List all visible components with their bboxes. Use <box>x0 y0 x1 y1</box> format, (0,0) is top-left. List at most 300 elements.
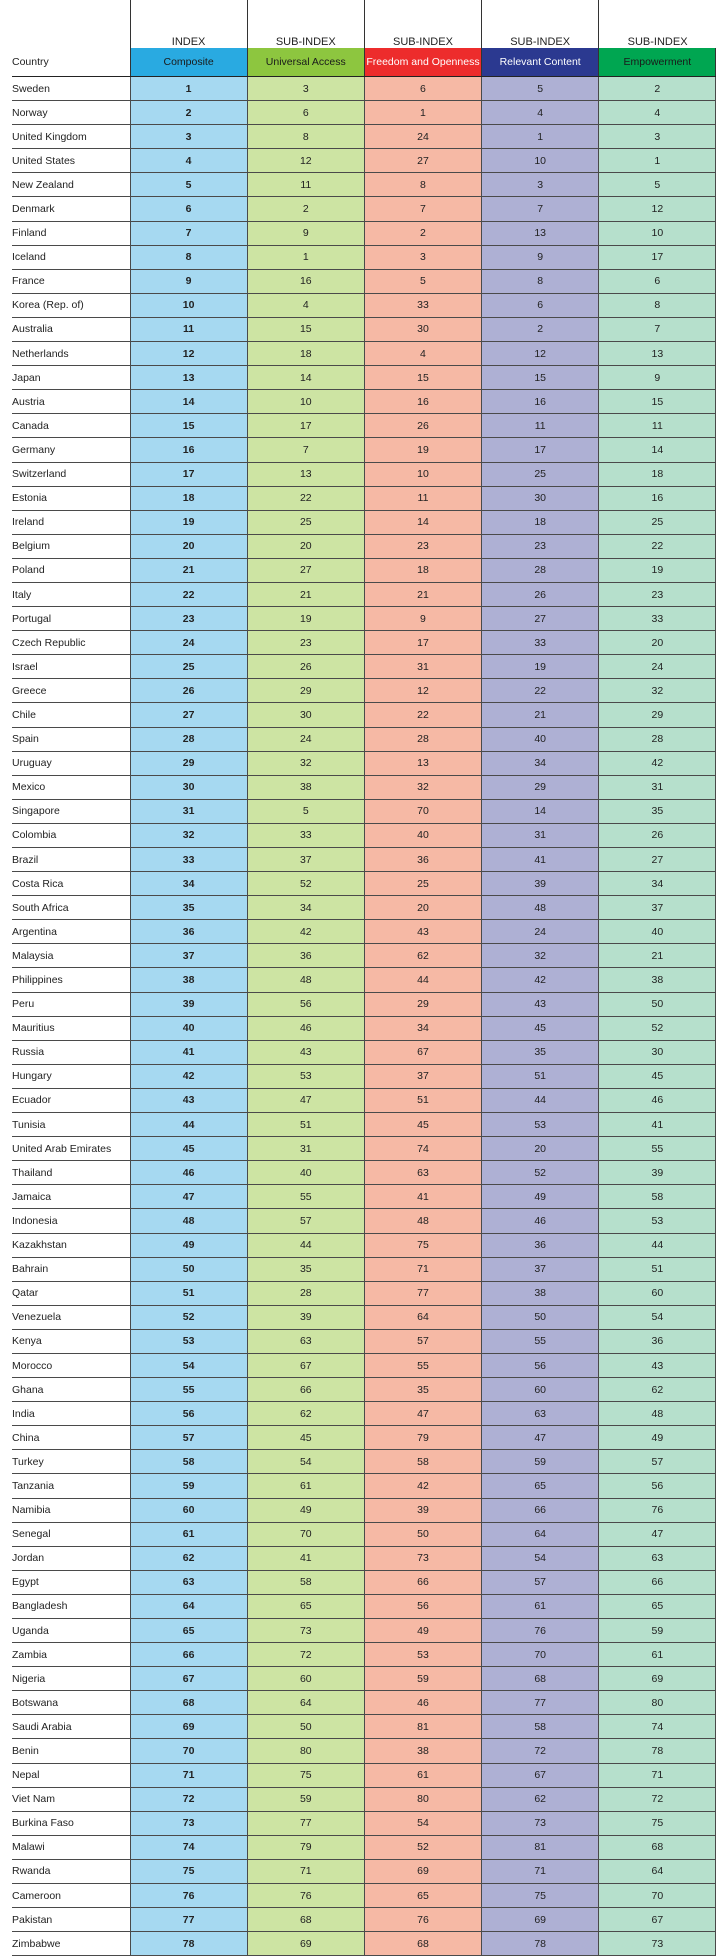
value-cell-relevant-content: 37 <box>482 1257 599 1281</box>
value-cell-universal-access: 30 <box>247 703 364 727</box>
table-row <box>12 1329 716 1353</box>
value-cell-freedom-and-openness: 79 <box>364 1426 481 1450</box>
table-row <box>12 1811 716 1835</box>
table-row <box>12 1619 716 1643</box>
table-row <box>12 655 716 679</box>
value-cell-relevant-content: 69 <box>482 1908 599 1932</box>
table-row <box>12 1570 716 1594</box>
value-cell-relevant-content: 25 <box>482 462 599 486</box>
value-cell-freedom-and-openness: 47 <box>364 1402 481 1426</box>
table-row <box>12 896 716 920</box>
value-cell-empowerment: 70 <box>599 1884 716 1908</box>
value-cell-composite: 36 <box>130 920 247 944</box>
value-cell-universal-access: 6 <box>247 101 364 125</box>
column-kind-composite: INDEX <box>130 0 247 48</box>
value-cell-empowerment: 21 <box>599 944 716 968</box>
value-cell-universal-access: 70 <box>247 1522 364 1546</box>
value-cell-universal-access: 64 <box>247 1691 364 1715</box>
value-cell-freedom-and-openness: 76 <box>364 1908 481 1932</box>
value-cell-freedom-and-openness: 41 <box>364 1185 481 1209</box>
value-cell-relevant-content: 73 <box>482 1811 599 1835</box>
country-cell: India <box>12 1402 130 1426</box>
table-row <box>12 1932 716 1956</box>
value-cell-empowerment: 80 <box>599 1691 716 1715</box>
value-cell-composite: 49 <box>130 1233 247 1257</box>
value-cell-universal-access: 53 <box>247 1064 364 1088</box>
value-cell-relevant-content: 33 <box>482 631 599 655</box>
column-kind-universal-access: SUB-INDEX <box>247 0 364 48</box>
table-row <box>12 1835 716 1859</box>
table-row <box>12 1402 716 1426</box>
value-cell-relevant-content: 30 <box>482 486 599 510</box>
value-cell-composite: 3 <box>130 125 247 149</box>
value-cell-empowerment: 71 <box>599 1763 716 1787</box>
value-cell-empowerment: 14 <box>599 438 716 462</box>
value-cell-empowerment: 31 <box>599 775 716 799</box>
value-cell-empowerment: 40 <box>599 920 716 944</box>
value-cell-composite: 19 <box>130 510 247 534</box>
value-cell-composite: 66 <box>130 1643 247 1667</box>
column-name-row <box>12 48 716 77</box>
value-cell-universal-access: 35 <box>247 1257 364 1281</box>
value-cell-composite: 26 <box>130 679 247 703</box>
column-kind-row <box>12 0 716 48</box>
value-cell-composite: 27 <box>130 703 247 727</box>
country-cell: Zambia <box>12 1643 130 1667</box>
value-cell-freedom-and-openness: 67 <box>364 1040 481 1064</box>
value-cell-composite: 45 <box>130 1137 247 1161</box>
value-cell-universal-access: 7 <box>247 438 364 462</box>
value-cell-relevant-content: 20 <box>482 1137 599 1161</box>
value-cell-relevant-content: 14 <box>482 799 599 823</box>
value-cell-universal-access: 39 <box>247 1305 364 1329</box>
value-cell-composite: 16 <box>130 438 247 462</box>
value-cell-freedom-and-openness: 69 <box>364 1859 481 1883</box>
value-cell-universal-access: 38 <box>247 775 364 799</box>
value-cell-empowerment: 19 <box>599 558 716 582</box>
country-cell: Bangladesh <box>12 1594 130 1618</box>
value-cell-universal-access: 9 <box>247 221 364 245</box>
value-cell-composite: 56 <box>130 1402 247 1426</box>
value-cell-empowerment: 42 <box>599 751 716 775</box>
country-cell: Uganda <box>12 1619 130 1643</box>
value-cell-freedom-and-openness: 54 <box>364 1811 481 1835</box>
value-cell-relevant-content: 35 <box>482 1040 599 1064</box>
value-cell-universal-access: 66 <box>247 1378 364 1402</box>
country-cell: Mauritius <box>12 1016 130 1040</box>
value-cell-relevant-content: 5 <box>482 77 599 101</box>
table-row <box>12 486 716 510</box>
value-cell-empowerment: 10 <box>599 221 716 245</box>
value-cell-relevant-content: 38 <box>482 1281 599 1305</box>
value-cell-empowerment: 2 <box>599 77 716 101</box>
table-row <box>12 872 716 896</box>
table-row <box>12 558 716 582</box>
value-cell-composite: 63 <box>130 1570 247 1594</box>
value-cell-freedom-and-openness: 28 <box>364 727 481 751</box>
value-cell-composite: 77 <box>130 1908 247 1932</box>
country-cell: Jordan <box>12 1546 130 1570</box>
value-cell-empowerment: 6 <box>599 269 716 293</box>
table-row <box>12 1064 716 1088</box>
value-cell-universal-access: 14 <box>247 366 364 390</box>
value-cell-universal-access: 25 <box>247 510 364 534</box>
value-cell-relevant-content: 58 <box>482 1715 599 1739</box>
table-row <box>12 968 716 992</box>
value-cell-empowerment: 30 <box>599 1040 716 1064</box>
value-cell-universal-access: 18 <box>247 342 364 366</box>
value-cell-universal-access: 60 <box>247 1667 364 1691</box>
country-cell: Burkina Faso <box>12 1811 130 1835</box>
value-cell-composite: 78 <box>130 1932 247 1956</box>
value-cell-universal-access: 52 <box>247 872 364 896</box>
value-cell-empowerment: 60 <box>599 1281 716 1305</box>
value-cell-relevant-content: 71 <box>482 1859 599 1883</box>
value-cell-universal-access: 56 <box>247 992 364 1016</box>
value-cell-composite: 50 <box>130 1257 247 1281</box>
country-cell: Malaysia <box>12 944 130 968</box>
value-cell-freedom-and-openness: 24 <box>364 125 481 149</box>
country-cell: Portugal <box>12 607 130 631</box>
country-cell: Senegal <box>12 1522 130 1546</box>
value-cell-freedom-and-openness: 6 <box>364 77 481 101</box>
country-cell: Sweden <box>12 77 130 101</box>
value-cell-composite: 42 <box>130 1064 247 1088</box>
value-cell-universal-access: 16 <box>247 269 364 293</box>
value-cell-empowerment: 73 <box>599 1932 716 1956</box>
country-cell: Nepal <box>12 1763 130 1787</box>
value-cell-relevant-content: 16 <box>482 390 599 414</box>
value-cell-empowerment: 12 <box>599 197 716 221</box>
value-cell-empowerment: 57 <box>599 1450 716 1474</box>
table-row <box>12 1643 716 1667</box>
value-cell-freedom-and-openness: 9 <box>364 607 481 631</box>
value-cell-relevant-content: 66 <box>482 1498 599 1522</box>
country-cell: Tanzania <box>12 1474 130 1498</box>
country-cell: New Zealand <box>12 173 130 197</box>
value-cell-universal-access: 45 <box>247 1426 364 1450</box>
table-row <box>12 992 716 1016</box>
value-cell-freedom-and-openness: 1 <box>364 101 481 125</box>
value-cell-composite: 59 <box>130 1474 247 1498</box>
value-cell-composite: 18 <box>130 486 247 510</box>
value-cell-relevant-content: 9 <box>482 245 599 269</box>
value-cell-relevant-content: 7 <box>482 197 599 221</box>
value-cell-relevant-content: 62 <box>482 1787 599 1811</box>
value-cell-composite: 44 <box>130 1113 247 1137</box>
value-cell-empowerment: 44 <box>599 1233 716 1257</box>
value-cell-freedom-and-openness: 3 <box>364 245 481 269</box>
table-row <box>12 1185 716 1209</box>
value-cell-universal-access: 20 <box>247 534 364 558</box>
value-cell-freedom-and-openness: 34 <box>364 1016 481 1040</box>
table-row <box>12 1522 716 1546</box>
value-cell-empowerment: 36 <box>599 1329 716 1353</box>
value-cell-universal-access: 79 <box>247 1835 364 1859</box>
value-cell-freedom-and-openness: 74 <box>364 1137 481 1161</box>
value-cell-universal-access: 62 <box>247 1402 364 1426</box>
value-cell-universal-access: 69 <box>247 1932 364 1956</box>
value-cell-empowerment: 8 <box>599 293 716 317</box>
country-cell: Chile <box>12 703 130 727</box>
value-cell-empowerment: 1 <box>599 149 716 173</box>
table-row <box>12 1016 716 1040</box>
value-cell-relevant-content: 76 <box>482 1619 599 1643</box>
value-cell-universal-access: 24 <box>247 727 364 751</box>
ranking-table <box>12 0 716 1956</box>
value-cell-freedom-and-openness: 43 <box>364 920 481 944</box>
table-row <box>12 1908 716 1932</box>
table-row <box>12 1353 716 1377</box>
table-row <box>12 1739 716 1763</box>
value-cell-relevant-content: 36 <box>482 1233 599 1257</box>
value-cell-composite: 7 <box>130 221 247 245</box>
table-row <box>12 1884 716 1908</box>
value-cell-empowerment: 18 <box>599 462 716 486</box>
table-row <box>12 1113 716 1137</box>
value-cell-composite: 62 <box>130 1546 247 1570</box>
value-cell-universal-access: 11 <box>247 173 364 197</box>
table-row <box>12 101 716 125</box>
value-cell-empowerment: 17 <box>599 245 716 269</box>
value-cell-freedom-and-openness: 71 <box>364 1257 481 1281</box>
country-cell: Korea (Rep. of) <box>12 293 130 317</box>
value-cell-relevant-content: 23 <box>482 534 599 558</box>
value-cell-relevant-content: 42 <box>482 968 599 992</box>
value-cell-composite: 64 <box>130 1594 247 1618</box>
value-cell-freedom-and-openness: 65 <box>364 1884 481 1908</box>
value-cell-freedom-and-openness: 48 <box>364 1209 481 1233</box>
value-cell-relevant-content: 32 <box>482 944 599 968</box>
value-cell-relevant-content: 46 <box>482 1209 599 1233</box>
value-cell-empowerment: 72 <box>599 1787 716 1811</box>
table-row <box>12 438 716 462</box>
value-cell-relevant-content: 41 <box>482 848 599 872</box>
value-cell-composite: 32 <box>130 823 247 847</box>
value-cell-composite: 72 <box>130 1787 247 1811</box>
value-cell-universal-access: 75 <box>247 1763 364 1787</box>
value-cell-empowerment: 69 <box>599 1667 716 1691</box>
country-cell: Ecuador <box>12 1088 130 1112</box>
value-cell-freedom-and-openness: 75 <box>364 1233 481 1257</box>
country-cell: Canada <box>12 414 130 438</box>
table-row <box>12 1040 716 1064</box>
value-cell-composite: 70 <box>130 1739 247 1763</box>
value-cell-relevant-content: 21 <box>482 703 599 727</box>
value-cell-universal-access: 32 <box>247 751 364 775</box>
table-row <box>12 751 716 775</box>
value-cell-empowerment: 33 <box>599 607 716 631</box>
column-header-composite: Composite <box>130 48 247 77</box>
value-cell-composite: 73 <box>130 1811 247 1835</box>
value-cell-empowerment: 51 <box>599 1257 716 1281</box>
value-cell-freedom-and-openness: 15 <box>364 366 481 390</box>
value-cell-empowerment: 43 <box>599 1353 716 1377</box>
value-cell-relevant-content: 26 <box>482 582 599 606</box>
value-cell-freedom-and-openness: 49 <box>364 1619 481 1643</box>
value-cell-composite: 14 <box>130 390 247 414</box>
value-cell-universal-access: 58 <box>247 1570 364 1594</box>
table-row <box>12 1450 716 1474</box>
value-cell-empowerment: 34 <box>599 872 716 896</box>
value-cell-relevant-content: 81 <box>482 1835 599 1859</box>
country-cell: Czech Republic <box>12 631 130 655</box>
value-cell-universal-access: 23 <box>247 631 364 655</box>
value-cell-composite: 67 <box>130 1667 247 1691</box>
table-row <box>12 293 716 317</box>
country-cell: Switzerland <box>12 462 130 486</box>
table-row <box>12 1088 716 1112</box>
value-cell-empowerment: 53 <box>599 1209 716 1233</box>
value-cell-relevant-content: 63 <box>482 1402 599 1426</box>
value-cell-empowerment: 47 <box>599 1522 716 1546</box>
value-cell-composite: 10 <box>130 293 247 317</box>
table-row <box>12 1378 716 1402</box>
value-cell-empowerment: 26 <box>599 823 716 847</box>
value-cell-empowerment: 45 <box>599 1064 716 1088</box>
value-cell-freedom-and-openness: 32 <box>364 775 481 799</box>
value-cell-empowerment: 38 <box>599 968 716 992</box>
value-cell-empowerment: 56 <box>599 1474 716 1498</box>
table-body <box>12 77 716 1956</box>
column-kind-relevant-content: SUB-INDEX <box>482 0 599 48</box>
value-cell-universal-access: 76 <box>247 1884 364 1908</box>
value-cell-composite: 30 <box>130 775 247 799</box>
value-cell-relevant-content: 17 <box>482 438 599 462</box>
value-cell-relevant-content: 29 <box>482 775 599 799</box>
value-cell-relevant-content: 53 <box>482 1113 599 1137</box>
value-cell-empowerment: 11 <box>599 414 716 438</box>
value-cell-freedom-and-openness: 27 <box>364 149 481 173</box>
value-cell-empowerment: 35 <box>599 799 716 823</box>
column-header-empowerment: Empowerment <box>599 48 716 77</box>
value-cell-freedom-and-openness: 51 <box>364 1088 481 1112</box>
value-cell-empowerment: 75 <box>599 1811 716 1835</box>
value-cell-empowerment: 54 <box>599 1305 716 1329</box>
country-cell: Kazakhstan <box>12 1233 130 1257</box>
table-row <box>12 631 716 655</box>
value-cell-relevant-content: 4 <box>482 101 599 125</box>
value-cell-universal-access: 33 <box>247 823 364 847</box>
value-cell-empowerment: 62 <box>599 1378 716 1402</box>
value-cell-composite: 17 <box>130 462 247 486</box>
value-cell-relevant-content: 10 <box>482 149 599 173</box>
table-row <box>12 823 716 847</box>
value-cell-freedom-and-openness: 62 <box>364 944 481 968</box>
value-cell-empowerment: 50 <box>599 992 716 1016</box>
value-cell-freedom-and-openness: 59 <box>364 1667 481 1691</box>
country-cell: Qatar <box>12 1281 130 1305</box>
value-cell-empowerment: 25 <box>599 510 716 534</box>
value-cell-universal-access: 40 <box>247 1161 364 1185</box>
value-cell-relevant-content: 45 <box>482 1016 599 1040</box>
value-cell-relevant-content: 39 <box>482 872 599 896</box>
country-cell: Belgium <box>12 534 130 558</box>
value-cell-freedom-and-openness: 45 <box>364 1113 481 1137</box>
value-cell-empowerment: 74 <box>599 1715 716 1739</box>
value-cell-empowerment: 61 <box>599 1643 716 1667</box>
value-cell-freedom-and-openness: 10 <box>364 462 481 486</box>
value-cell-relevant-content: 22 <box>482 679 599 703</box>
table-row <box>12 317 716 341</box>
value-cell-freedom-and-openness: 64 <box>364 1305 481 1329</box>
value-cell-composite: 8 <box>130 245 247 269</box>
table-row <box>12 1474 716 1498</box>
value-cell-freedom-and-openness: 52 <box>364 1835 481 1859</box>
value-cell-freedom-and-openness: 50 <box>364 1522 481 1546</box>
value-cell-relevant-content: 51 <box>482 1064 599 1088</box>
country-cell: Bahrain <box>12 1257 130 1281</box>
value-cell-empowerment: 48 <box>599 1402 716 1426</box>
value-cell-relevant-content: 60 <box>482 1378 599 1402</box>
value-cell-freedom-and-openness: 7 <box>364 197 481 221</box>
value-cell-relevant-content: 44 <box>482 1088 599 1112</box>
value-cell-composite: 76 <box>130 1884 247 1908</box>
value-cell-composite: 43 <box>130 1088 247 1112</box>
value-cell-composite: 57 <box>130 1426 247 1450</box>
table-row <box>12 775 716 799</box>
value-cell-relevant-content: 8 <box>482 269 599 293</box>
value-cell-freedom-and-openness: 38 <box>364 1739 481 1763</box>
value-cell-universal-access: 13 <box>247 462 364 486</box>
value-cell-empowerment: 59 <box>599 1619 716 1643</box>
value-cell-composite: 2 <box>130 101 247 125</box>
value-cell-relevant-content: 24 <box>482 920 599 944</box>
value-cell-universal-access: 37 <box>247 848 364 872</box>
value-cell-universal-access: 71 <box>247 1859 364 1883</box>
value-cell-composite: 39 <box>130 992 247 1016</box>
value-cell-composite: 61 <box>130 1522 247 1546</box>
value-cell-freedom-and-openness: 68 <box>364 1932 481 1956</box>
country-cell: Argentina <box>12 920 130 944</box>
value-cell-empowerment: 49 <box>599 1426 716 1450</box>
country-cell: Ghana <box>12 1378 130 1402</box>
value-cell-universal-access: 42 <box>247 920 364 944</box>
value-cell-freedom-and-openness: 14 <box>364 510 481 534</box>
value-cell-universal-access: 31 <box>247 1137 364 1161</box>
value-cell-universal-access: 15 <box>247 317 364 341</box>
country-cell: Japan <box>12 366 130 390</box>
value-cell-freedom-and-openness: 23 <box>364 534 481 558</box>
value-cell-universal-access: 2 <box>247 197 364 221</box>
value-cell-empowerment: 76 <box>599 1498 716 1522</box>
value-cell-composite: 65 <box>130 1619 247 1643</box>
country-cell: Norway <box>12 101 130 125</box>
value-cell-freedom-and-openness: 40 <box>364 823 481 847</box>
country-cell: Pakistan <box>12 1908 130 1932</box>
country-cell: China <box>12 1426 130 1450</box>
value-cell-composite: 23 <box>130 607 247 631</box>
value-cell-relevant-content: 56 <box>482 1353 599 1377</box>
value-cell-composite: 5 <box>130 173 247 197</box>
value-cell-universal-access: 80 <box>247 1739 364 1763</box>
table-row <box>12 1763 716 1787</box>
value-cell-relevant-content: 59 <box>482 1450 599 1474</box>
value-cell-freedom-and-openness: 16 <box>364 390 481 414</box>
value-cell-composite: 21 <box>130 558 247 582</box>
value-cell-relevant-content: 77 <box>482 1691 599 1715</box>
country-cell: Uruguay <box>12 751 130 775</box>
value-cell-relevant-content: 70 <box>482 1643 599 1667</box>
value-cell-empowerment: 23 <box>599 582 716 606</box>
value-cell-universal-access: 63 <box>247 1329 364 1353</box>
country-cell: United Kingdom <box>12 125 130 149</box>
value-cell-composite: 1 <box>130 77 247 101</box>
value-cell-relevant-content: 11 <box>482 414 599 438</box>
value-cell-universal-access: 50 <box>247 1715 364 1739</box>
value-cell-composite: 75 <box>130 1859 247 1883</box>
value-cell-freedom-and-openness: 63 <box>364 1161 481 1185</box>
